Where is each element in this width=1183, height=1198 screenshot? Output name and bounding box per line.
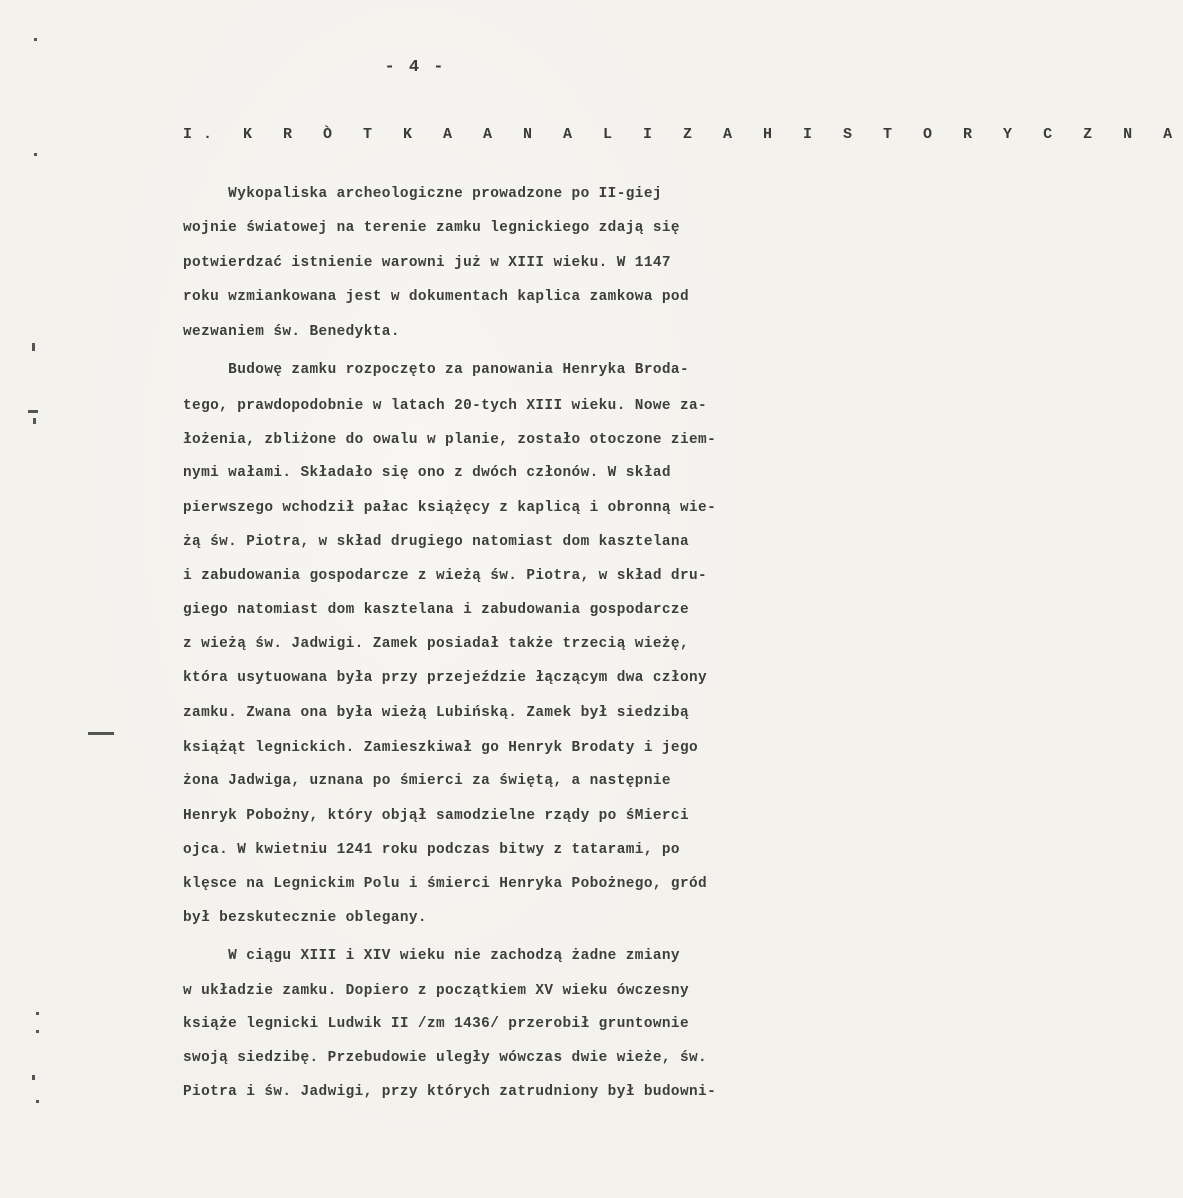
text-line: zamku. Zwana ona była wieżą Lubińską. Zamek był siedzibą (183, 705, 690, 721)
text-line: która usytuowana była przy przejeździe łączącym dwa człony (183, 670, 708, 686)
margin-mark (36, 1030, 39, 1033)
text-line: Piotra i św. Jadwigi, przy których zatrudniony był budowni- (183, 1084, 717, 1100)
margin-mark (36, 1012, 39, 1015)
margin-mark (32, 1075, 35, 1080)
section-heading: I. K R Ò T K A A N A L I Z A H I S T O R Y C Z N A (183, 126, 1183, 143)
text-line: wezwaniem św. Benedykta. (183, 324, 400, 340)
text-line: książąt legnickich. Zamieszkiwał go Henryk Brodaty i jego (183, 740, 699, 756)
margin-mark (36, 1100, 39, 1103)
text-line: tego, prawdopodobnie w latach 20-tych XIII wieku. Nowe za- (183, 398, 708, 414)
margin-mark (32, 343, 35, 351)
page-number: - 4 - (384, 58, 446, 77)
margin-mark (34, 38, 37, 41)
text-line: nymi wałami. Składało się ono z dwóch członów. W skład (183, 465, 671, 481)
margin-mark (88, 732, 114, 735)
text-line: W ciągu XIII i XIV wieku nie zachodzą żadne zmiany (183, 948, 680, 964)
text-line: pierwszego wchodził pałac książęcy z kaplicą i obronną wie- (183, 500, 717, 516)
text-line: swoją siedzibę. Przebudowie uległy wówczas dwie wieże, św. (183, 1050, 708, 1066)
text-line: giego natomiast dom kasztelana i zabudowania gospodarcze (183, 602, 690, 618)
text-line: w układzie zamku. Dopiero z początkiem XV wieku ówczesny (183, 983, 690, 999)
text-line: Henryk Pobożny, który objął samodzielne rządy po śMierci (183, 808, 690, 824)
text-line: klęsce na Legnickim Polu i śmierci Henryka Pobożnego, gród (183, 876, 708, 892)
margin-mark (33, 418, 36, 424)
text-line: i zabudowania gospodarcze z wieżą św. Piotra, w skład dru- (183, 568, 708, 584)
text-line: roku wzmiankowana jest w dokumentach kaplica zamkowa pod (183, 289, 690, 305)
text-line: potwierdzać istnienie warowni już w XIII wieku. W 1147 (183, 255, 671, 271)
margin-mark (28, 410, 38, 413)
margin-mark (34, 153, 37, 156)
text-line: był bezskutecznie oblegany. (183, 910, 427, 926)
text-line: wojnie światowej na terenie zamku legnickiego zdają się (183, 220, 680, 236)
text-line: łożenia, zbliżone do owalu w planie, zostało otoczone ziem- (183, 432, 717, 448)
text-line: żona Jadwiga, uznana po śmierci za świętą, a następnie (183, 773, 671, 789)
text-line: książe legnicki Ludwik II /zm 1436/ przerobił gruntownie (183, 1016, 690, 1032)
text-line: Budowę zamku rozpoczęto za panowania Henryka Broda- (183, 362, 690, 378)
text-line: żą św. Piotra, w skład drugiego natomiast dom kasztelana (183, 534, 690, 550)
text-line: ojca. W kwietniu 1241 roku podczas bitwy z tatarami, po (183, 842, 680, 858)
text-line: z wieżą św. Jadwigi. Zamek posiadał także trzecią wieżę, (183, 636, 690, 652)
text-line: Wykopaliska archeologiczne prowadzone po II-giej (183, 186, 662, 202)
